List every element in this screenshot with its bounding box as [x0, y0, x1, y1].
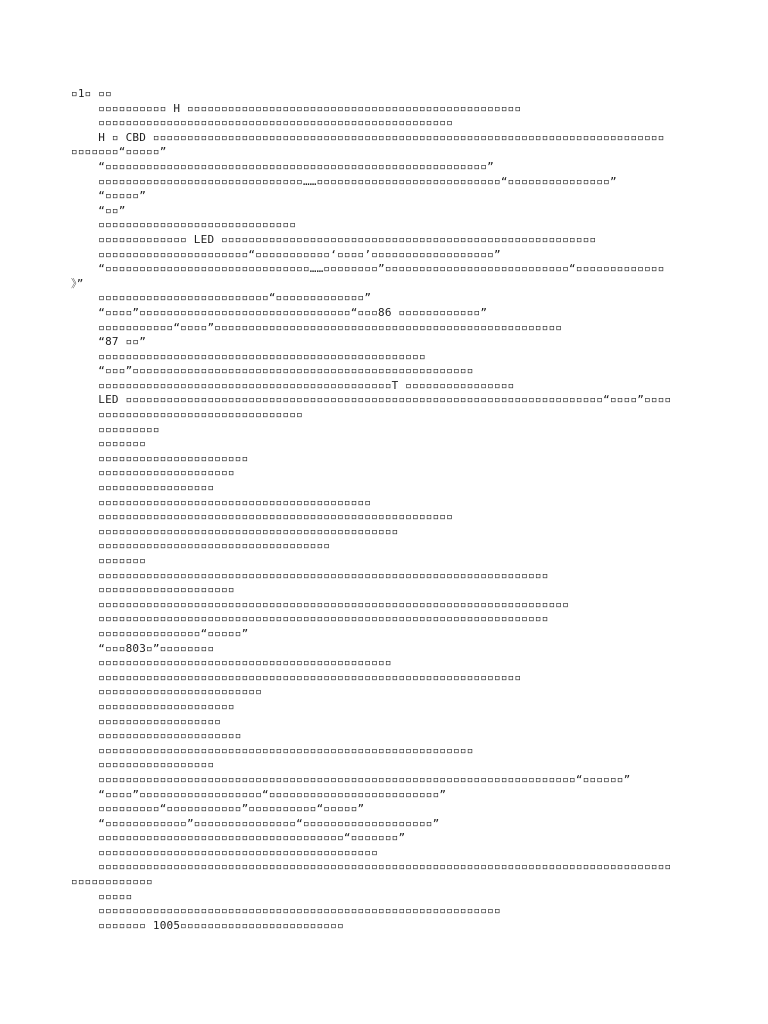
text-line: ▫▫▫▫▫▫▫▫▫▫▫▫▫▫▫▫▫▫▫▫▫▫▫▫▫▫▫▫▫▫: [71, 408, 303, 422]
text-line: ▫▫▫▫▫▫▫▫▫▫▫▫▫▫▫▫▫▫▫▫▫▫▫▫: [71, 685, 263, 699]
text-line: “▫▫▫▫”▫▫▫▫▫▫▫▫▫▫▫▫▫▫▫▫▫▫“▫▫▫▫▫▫▫▫▫▫▫▫▫▫▫▫▫▫▫▫▫▫▫▫▫”: [71, 787, 447, 801]
text-line: ▫▫▫▫▫▫▫▫▫▫▫▫▫▫▫▫▫▫▫▫▫▫▫▫▫▫▫▫▫▫▫▫▫▫▫▫▫▫▫▫▫▫▫▫▫▫▫▫▫▫▫▫: [71, 116, 454, 130]
text-line: LED ▫▫▫▫▫▫▫▫▫▫▫▫▫▫▫▫▫▫▫▫▫▫▫▫▫▫▫▫▫▫▫▫▫▫▫▫▫▫▫▫▫▫▫▫▫▫▫▫▫▫▫▫▫▫▫▫▫▫▫▫▫▫▫▫▫▫▫▫▫▫“▫▫▫▫”▫▫▫▫: [71, 393, 672, 407]
text-line: ▫▫▫▫▫▫▫▫▫▫▫▫▫▫▫▫▫▫: [71, 714, 222, 728]
text-line: “▫▫▫▫▫▫▫▫▫▫▫▫”▫▫▫▫▫▫▫▫▫▫▫▫▫▫▫“▫▫▫▫▫▫▫▫▫▫▫▫▫▫▫▫▫▫▫”: [71, 816, 440, 830]
text-line: ▫▫▫▫▫▫▫▫▫▫▫▫▫▫▫▫▫▫▫▫▫▫▫▫▫▫▫▫▫▫▫▫▫▫▫▫▫▫▫▫▫▫▫▫▫▫▫▫▫▫▫▫▫▫▫▫▫▫▫▫▫▫▫▫▫▫: [71, 612, 549, 626]
text-line: 》”: [71, 276, 84, 290]
text-line: “▫▫▫▫▫▫▫▫▫▫▫▫▫▫▫▫▫▫▫▫▫▫▫▫▫▫▫▫▫▫▫▫▫▫▫▫▫▫▫▫▫▫▫▫▫▫▫▫▫▫▫▫▫▫▫▫”: [71, 159, 494, 173]
text-line: ▫▫▫▫▫▫▫▫▫▫▫▫▫▫▫▫▫▫▫▫▫▫▫▫▫▫▫▫▫▫▫▫▫▫▫▫▫▫▫▫▫▫▫T ▫▫▫▫▫▫▫▫▫▫▫▫▫▫▫▫: [71, 378, 515, 392]
text-line: ▫▫▫▫▫▫▫▫▫▫▫▫▫▫▫▫▫▫▫▫▫▫▫▫▫▫▫▫▫▫▫▫▫▫▫▫▫▫▫▫▫▫▫▫▫▫▫▫▫▫▫▫▫▫▫▫▫▫▫▫▫▫▫▫▫▫▫▫▫: [71, 597, 570, 611]
text-line: ▫▫▫▫▫▫▫“▫▫▫▫▫”: [71, 145, 167, 159]
text-line: ▫▫▫▫▫▫▫▫▫▫▫▫▫▫▫▫▫▫▫▫▫▫▫▫▫▫▫▫▫▫▫▫▫▫▫▫▫▫▫▫▫▫▫: [71, 656, 392, 670]
text-line: ▫▫▫▫▫▫▫: [71, 554, 147, 567]
text-line: ▫▫▫▫▫▫▫▫▫▫▫▫▫▫▫▫▫▫▫▫▫▫▫▫▫▫▫▫▫▫▫▫▫▫▫▫▫▫▫▫▫▫▫▫▫▫▫▫▫▫▫▫▫▫▫▫▫▫▫: [71, 904, 501, 918]
text-line: ▫▫▫▫▫▫▫▫▫▫▫▫▫▫▫▫▫▫▫▫▫▫▫▫▫▫▫▫▫: [71, 218, 297, 232]
text-line: ▫▫▫▫▫▫▫▫▫▫▫▫▫ LED ▫▫▫▫▫▫▫▫▫▫▫▫▫▫▫▫▫▫▫▫▫▫▫▫▫▫▫▫▫▫▫▫▫▫▫▫▫▫▫▫▫▫▫▫▫▫▫▫▫▫▫▫▫▫▫: [71, 232, 597, 246]
text-line: “▫▫▫▫”▫▫▫▫▫▫▫▫▫▫▫▫▫▫▫▫▫▫▫▫▫▫▫▫▫▫▫▫▫▫▫“▫▫▫86 ▫▫▫▫▫▫▫▫▫▫▫▫”: [71, 305, 488, 319]
text-line: H ▫ CBD ▫▫▫▫▫▫▫▫▫▫▫▫▫▫▫▫▫▫▫▫▫▫▫▫▫▫▫▫▫▫▫▫▫▫▫▫▫▫▫▫▫▫▫▫▫▫▫▫▫▫▫▫▫▫▫▫▫▫▫▫▫▫▫▫▫▫▫▫▫▫▫▫▫▫▫: [71, 130, 665, 144]
text-line: ▫▫▫▫▫▫▫▫▫▫▫▫▫▫▫▫▫▫▫▫▫▫▫▫▫▫▫▫▫▫▫▫▫▫▫▫▫▫▫▫▫: [71, 845, 379, 859]
text-line: ▫▫▫▫▫▫▫▫▫▫▫▫▫▫▫▫▫▫▫▫: [71, 699, 235, 713]
text-line: ▫▫▫▫▫▫▫▫▫▫▫▫▫▫▫▫▫▫▫▫▫▫: [71, 451, 249, 465]
text-line: ▫▫▫▫▫▫▫▫▫▫▫▫▫▫▫▫▫▫▫▫▫▫▫▫▫▫▫▫▫▫▫▫▫▫▫▫▫▫▫▫▫▫▫▫: [71, 524, 399, 538]
text-line: ▫▫▫▫▫▫▫▫▫▫▫▫▫▫▫▫▫: [71, 481, 215, 495]
text-line: ▫▫▫▫▫▫▫▫▫▫▫“▫▫▫▫”▫▫▫▫▫▫▫▫▫▫▫▫▫▫▫▫▫▫▫▫▫▫▫▫▫▫▫▫▫▫▫▫▫▫▫▫▫▫▫▫▫▫▫▫▫▫▫▫▫▫▫: [71, 320, 563, 334]
text-line: ▫▫▫▫▫▫▫▫▫▫▫▫▫▫▫▫▫▫▫▫▫▫▫▫▫▫▫▫▫▫▫▫▫▫▫▫▫▫▫▫▫▫▫▫▫▫▫▫▫▫▫▫▫▫▫▫▫▫▫▫▫▫▫▫▫▫▫▫▫▫▫▫▫▫▫▫▫▫▫▫▫▫▫▫: [71, 860, 672, 874]
text-line: “▫▫▫▫▫▫▫▫▫▫▫▫▫▫▫▫▫▫▫▫▫▫▫▫▫▫▫▫▫▫……▫▫▫▫▫▫▫▫”▫▫▫▫▫▫▫▫▫▫▫▫▫▫▫▫▫▫▫▫▫▫▫▫▫▫▫“▫▫▫▫▫▫▫▫▫▫▫▫▫: [71, 262, 665, 276]
text-line: ▫▫▫▫▫▫▫▫▫▫▫▫: [71, 875, 153, 889]
text-line: ▫▫▫▫▫▫▫▫▫▫▫▫▫▫▫“▫▫▫▫▫”: [71, 626, 249, 640]
text-line: ▫▫▫▫▫▫▫▫▫▫▫▫▫▫▫▫▫▫▫▫▫▫▫▫▫▫▫▫▫▫▫▫▫▫▫▫▫▫▫▫▫▫▫▫▫▫▫▫▫▫▫▫▫▫▫: [71, 743, 474, 757]
text-line: ▫▫▫▫▫: [71, 889, 133, 903]
text-line: ▫▫▫▫▫▫▫▫▫▫▫▫▫▫▫▫▫▫▫▫: [71, 583, 235, 597]
text-line: “▫▫▫”▫▫▫▫▫▫▫▫▫▫▫▫▫▫▫▫▫▫▫▫▫▫▫▫▫▫▫▫▫▫▫▫▫▫▫▫▫▫▫▫▫▫▫▫▫▫▫▫▫▫: [71, 364, 474, 378]
text-line: ▫1▫ ▫▫: [71, 87, 112, 100]
text-line: ▫▫▫▫▫▫▫▫▫▫▫▫▫▫▫▫▫▫▫▫▫▫▫▫▫▫▫▫▫▫▫▫▫▫▫▫▫▫▫▫▫▫▫▫▫▫▫▫▫▫▫▫▫▫▫▫▫▫▫▫▫▫: [71, 670, 522, 684]
text-line: ▫▫▫▫▫▫▫ 1005▫▫▫▫▫▫▫▫▫▫▫▫▫▫▫▫▫▫▫▫▫▫▫▫: [71, 918, 344, 932]
text-line: ▫▫▫▫▫▫▫▫▫▫▫▫▫▫▫▫▫▫▫▫▫▫▫▫▫▫▫▫▫▫▫▫▫▫▫▫▫▫▫▫: [71, 495, 372, 509]
text-line: “▫▫▫▫▫”: [71, 189, 147, 203]
text-line: ▫▫▫▫▫▫▫▫▫▫▫▫▫▫▫▫▫▫▫▫▫▫▫▫▫▫▫▫▫▫……▫▫▫▫▫▫▫▫▫▫▫▫▫▫▫▫▫▫▫▫▫▫▫▫▫▫▫“▫▫▫▫▫▫▫▫▫▫▫▫▫▫▫”: [71, 174, 617, 188]
text-line: “▫▫”: [71, 203, 126, 217]
text-line: ▫▫▫▫▫▫▫▫▫▫▫▫▫▫▫▫▫▫▫▫▫▫▫▫▫▫▫▫▫▫▫▫▫▫▫▫▫▫▫▫▫▫▫▫▫▫▫▫▫▫▫▫: [71, 510, 454, 524]
text-line: ▫▫▫▫▫▫▫▫▫▫▫▫▫▫▫▫▫▫▫▫▫▫▫▫▫▫▫▫▫▫▫▫▫▫: [71, 539, 331, 553]
text-line: “▫▫▫803▫”▫▫▫▫▫▫▫▫: [71, 641, 215, 655]
text-line: ▫▫▫▫▫▫▫▫▫▫▫▫▫▫▫▫▫▫▫▫▫▫▫▫▫▫▫▫▫▫▫▫▫▫▫▫▫▫▫▫▫▫▫▫▫▫▫▫▫▫▫▫▫▫▫▫▫▫▫▫▫▫▫▫▫▫▫▫▫▫“▫▫▫▫▫▫”: [71, 772, 631, 786]
text-line: “87 ▫▫”: [71, 335, 147, 349]
text-line: ▫▫▫▫▫▫▫▫▫▫▫▫▫▫▫▫▫▫▫▫▫▫▫▫▫“▫▫▫▫▫▫▫▫▫▫▫▫▫”: [71, 291, 372, 305]
text-line: ▫▫▫▫▫▫▫▫▫▫ H ▫▫▫▫▫▫▫▫▫▫▫▫▫▫▫▫▫▫▫▫▫▫▫▫▫▫▫▫▫▫▫▫▫▫▫▫▫▫▫▫▫▫▫▫▫▫▫▫▫: [71, 101, 522, 115]
text-line: ▫▫▫▫▫▫▫▫▫: [71, 422, 160, 436]
document-body: [71, 87, 696, 933]
text-line: ▫▫▫▫▫▫▫▫▫▫▫▫▫▫▫▫▫▫▫▫▫▫“▫▫▫▫▫▫▫▫▫▫▫‘▫▫▫▫’▫▫▫▫▫▫▫▫▫▫▫▫▫▫▫▫▫▫”: [71, 247, 501, 261]
text-line: ▫▫▫▫▫▫▫: [71, 437, 147, 451]
text-line: ▫▫▫▫▫▫▫▫▫▫▫▫▫▫▫▫▫: [71, 758, 215, 772]
text-line: ▫▫▫▫▫▫▫▫▫“▫▫▫▫▫▫▫▫▫▫▫”▫▫▫▫▫▫▫▫▫▫“▫▫▫▫▫”: [71, 802, 365, 816]
text-line: ▫▫▫▫▫▫▫▫▫▫▫▫▫▫▫▫▫▫▫▫▫▫▫▫▫▫▫▫▫▫▫▫▫▫▫▫▫▫▫▫▫▫▫▫▫▫▫▫▫▫▫▫▫▫▫▫▫▫▫▫▫▫▫▫▫▫: [71, 568, 549, 582]
text-line: ▫▫▫▫▫▫▫▫▫▫▫▫▫▫▫▫▫▫▫▫: [71, 466, 235, 480]
text-line: ▫▫▫▫▫▫▫▫▫▫▫▫▫▫▫▫▫▫▫▫▫▫▫▫▫▫▫▫▫▫▫▫▫▫▫▫▫▫▫▫▫▫▫▫▫▫▫▫: [71, 349, 426, 363]
text-line: ▫▫▫▫▫▫▫▫▫▫▫▫▫▫▫▫▫▫▫▫▫▫▫▫▫▫▫▫▫▫▫▫▫▫▫▫“▫▫▫▫▫▫▫”: [71, 831, 406, 845]
text-line: ▫▫▫▫▫▫▫▫▫▫▫▫▫▫▫▫▫▫▫▫▫: [71, 729, 242, 743]
